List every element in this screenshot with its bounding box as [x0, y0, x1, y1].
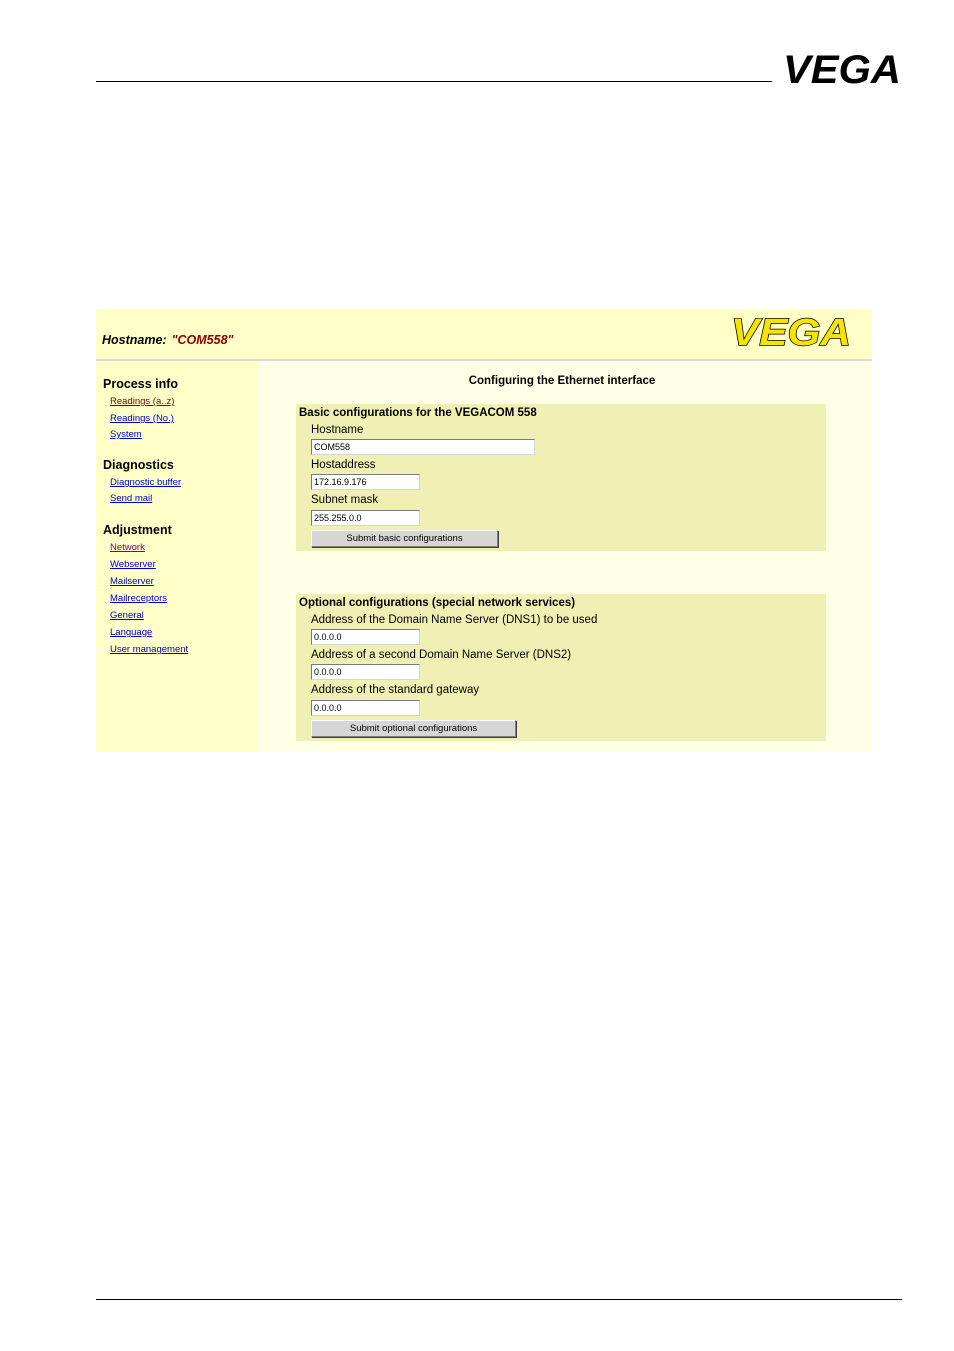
hostaddress-input[interactable] [311, 474, 420, 490]
footer-rule [96, 1299, 902, 1300]
basic-config-title: Basic configurations for the VEGACOM 558 [299, 407, 537, 419]
optional-config-panel [296, 594, 826, 741]
nav-group-diagnostics: Diagnostics [103, 458, 174, 472]
svg-text:VEGA: VEGA [731, 313, 851, 349]
hostname-value: "COM558" [171, 333, 234, 347]
nav-group-adjustment: Adjustment [103, 523, 172, 537]
basic-config-panel [296, 404, 826, 551]
nav-diagnostic-buffer[interactable]: Diagnostic buffer [110, 477, 182, 488]
subnet-mask-input[interactable] [311, 510, 420, 526]
svg-text:VEGA: VEGA [783, 50, 901, 86]
dns2-input[interactable] [311, 664, 420, 680]
dns1-input[interactable] [311, 629, 420, 645]
hostname-label: Hostname: [102, 333, 167, 347]
gateway-input[interactable] [311, 700, 420, 716]
optional-config-title: Optional configurations (special network services) [299, 597, 576, 609]
nav-mailreceptors[interactable]: Mailreceptors [110, 593, 168, 604]
nav-readings-no[interactable]: Readings (No.) [110, 413, 174, 424]
nav-language[interactable]: Language [110, 627, 153, 638]
nav-readings-a-z[interactable]: Readings (a..z) [110, 396, 175, 407]
web-interface-screenshot [96, 309, 872, 752]
hostname-field-label: Hostname [311, 424, 364, 436]
hostaddress-field-label: Hostaddress [311, 459, 376, 471]
nav-webserver[interactable]: Webserver [110, 559, 156, 570]
nav-group-process-info: Process info [103, 377, 179, 391]
sidebar-nav [96, 361, 257, 752]
dns2-field-label: Address of a second Domain Name Server (DNS2) [311, 649, 572, 661]
submit-basic-button[interactable]: Submit basic configurations [311, 530, 498, 547]
hostname-display [102, 333, 233, 347]
nav-general[interactable]: General [110, 610, 144, 621]
nav-network[interactable]: Network [110, 542, 145, 553]
header-rule [96, 81, 772, 82]
page-title: Configuring the Ethernet interface [468, 375, 656, 387]
ui-header [96, 309, 872, 361]
main-content [257, 361, 872, 752]
nav-mailserver[interactable]: Mailserver [110, 576, 154, 587]
dns1-field-label: Address of the Domain Name Server (DNS1) to be used [311, 614, 598, 626]
subnet-mask-field-label: Subnet mask [311, 494, 379, 506]
nav-send-mail[interactable]: Send mail [110, 493, 153, 504]
nav-user-management[interactable]: User management [110, 644, 189, 655]
nav-system[interactable]: System [110, 429, 142, 440]
vega-logo-icon [728, 313, 854, 349]
hostname-input[interactable] [311, 439, 535, 455]
submit-optional-button[interactable]: Submit optional configurations [311, 720, 516, 737]
vega-logo-icon [782, 50, 902, 86]
gateway-field-label: Address of the standard gateway [311, 684, 480, 696]
